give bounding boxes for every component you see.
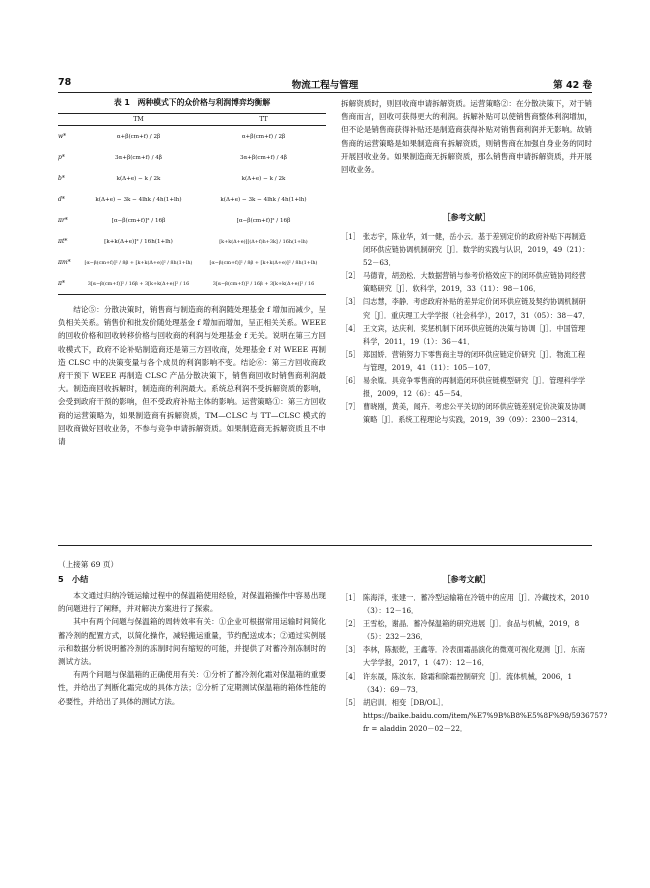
reference-item: ［3］ 李林，陈振乾，王鑫等．冷表面霜晶演化的微观可视化观测［J］．东南大学学报，2017，1（47）：12－16． bbox=[341, 645, 586, 668]
paragraph: 拆解资质时，则回收商申请拆解资质。运营策略②：在分散决策下，对于销售商而言，回收可获得更大的利润。拆解补贴可以使销售商整体利润增加，但不论是销售商获得补贴还是制造商获得补贴对销售商利润并无影响。故销售商的运营策略是如果制造商有拆解资质，则销售商在加强自身业务的同时开展回收业务。如果制造商无拆解资质，那么销售商申请拆解资质，并开展回收业务。 bbox=[341, 99, 592, 175]
table-row bbox=[58, 126, 326, 148]
summary-text bbox=[58, 589, 326, 708]
row-label: w* bbox=[58, 133, 67, 140]
cell-tm: [α−β(cm+f)]² / 8β + [k+k(Δ+e)]² / 8h(1+lh) bbox=[84, 259, 193, 266]
paragraph: 结论⑤：分散决策时，销售商与制造商的利润随处理基金 f 增加而减少，呈负相关关系。销售价和批发价随处理基金 f 增加而增加，呈正相关关系。WEEE 的回收价格和回收转移价格与回收商的利润与处理基金 f 无关。说明在第三方回收模式下，政府不论补贴制造商还是第三方回收商，处理基金 f 对 WEEE 再制造 CLSC 中的决策变量与各个成员的利润影响不变。结论⑥：第三方回收商政府干预下 WEEE 再制造 CLSC 产品分散决策下，销售商回收时销售商利润最大。制造商回收拆解时，制造商的利润最大。系统总利润不受拆解资质的影响，会受到政府干预的影响，但不受政府补贴主体的影响。运营策略①：第三方回收商的运营策略为，如果制造商有拆解资质，TM—CLSC 与 TT—CLSC 模式的回收商做好回收业务，不参与竞争申请拆解资质。如果制造商无拆解资质且不申请 bbox=[58, 305, 326, 447]
row-label: πt* bbox=[58, 238, 68, 245]
reference-item: ［1］ 陈海洋，张建一．蓄冷型运输箱在冷链中的应用［J］．冷藏技术，2010（3）：12－16． bbox=[341, 593, 590, 616]
section-title: 5 小结 bbox=[58, 574, 89, 584]
row-label: d* bbox=[58, 196, 65, 203]
cell-tm: k(Δ+e) − 3k − 4lhk / 4h(1+lh) bbox=[95, 196, 182, 203]
table-row bbox=[58, 273, 326, 295]
table-row bbox=[58, 210, 326, 231]
row-label: πm* bbox=[58, 259, 71, 266]
section-divider bbox=[58, 545, 592, 546]
row-label: πr* bbox=[58, 217, 68, 224]
cell-tt: k(Δ+e) − 3k − 4lhk / 4h(1+lh) bbox=[220, 196, 307, 203]
cell-tt: [α−β(cm+f)]² / 8β + [k+k(Δ+e)]² / 8h(1+lh) bbox=[209, 259, 318, 266]
right-column-text bbox=[341, 97, 592, 176]
table-row bbox=[58, 147, 326, 168]
left-column-text bbox=[58, 303, 326, 448]
column-header-tm: TM bbox=[76, 114, 201, 126]
row-label: b* bbox=[58, 175, 65, 182]
cell-tt: [k+k(Δ+e)][(Δ+f)h+3k] / 16h(1+lh) bbox=[219, 238, 308, 245]
cell-tt: α+β(cm+f) / 2β bbox=[241, 133, 286, 140]
reference-list bbox=[341, 591, 608, 735]
equilibrium-table bbox=[58, 113, 326, 295]
table-row bbox=[58, 252, 326, 273]
reference-item: ［6］ 易余胤．具竞争零售商的再制造闭环供应链模型研究［J］．管理科学学报，2009，12（6）：45－54． bbox=[341, 376, 586, 399]
references-heading: ［参考文献］ bbox=[442, 212, 491, 222]
cell-tm: 3α+β(cm+f) / 4β bbox=[114, 154, 163, 161]
paragraph: 其中有两个问题与保温箱的周转效率有关：①企业可根据常用运输时间简化蓄冷剂的配置方式，以简化操作，减轻搬运重量，节约配送成本；②通过实例展示和数据分析说明蓄冷剂的冻制时间有缩短的可能，并提供了对蓄冷剂冻制时的测试方法。 bbox=[58, 617, 326, 667]
reference-item: ［7］ 曹晓刚，黄美，闻卉．考虑公平关切的闭环供应链差别定价决策及协调策略［J］．系统工程理论与实践，2019，39（09）：2300－2314． bbox=[341, 402, 586, 425]
cell-tt: [α−β(cm+f)]² / 16β bbox=[236, 217, 291, 224]
table-row bbox=[58, 189, 326, 210]
table-caption: 表 1 两种模式下的众价格与利润博弈均衡解 bbox=[113, 98, 271, 107]
reference-item: ［5］ 郑国娇．营销努力下零售商主导的闭环供应链定价研究［J］．物流工程与管理，2019，41（11）：105－107． bbox=[341, 349, 586, 372]
cell-tm: k(Δ+e) − k / 2k bbox=[116, 175, 161, 182]
page-number: 78 bbox=[58, 77, 72, 88]
cell-tm: [α−β(cm+f)]² / 16β bbox=[111, 217, 166, 224]
column-header-tt: TT bbox=[201, 114, 326, 126]
header-rule bbox=[58, 92, 592, 93]
cell-tm: α+β(cm+f) / 2β bbox=[116, 133, 161, 140]
cell-tt: 3[α−β(cm+f)]² / 16β + 3[k+k(Δ+e)]² / 16 bbox=[201, 273, 326, 295]
table-row bbox=[58, 168, 326, 189]
reference-item: ［2］ 王雪松，谢晶．蓄冷保温箱的研究进展［J］．食品与机械，2019，8（5）：232－236． bbox=[341, 619, 580, 642]
row-label: π* bbox=[58, 273, 76, 295]
cell-tt: 3α+β(cm+f) / 4β bbox=[239, 154, 288, 161]
cell-tt: k(Δ+e) − k / 2k bbox=[241, 175, 286, 182]
reference-item: ［4］ 王文宾，达庆利．奖惩机制下闭环供应链的决策与协调［J］．中国管理科学，2011，19（1）：36－41． bbox=[341, 323, 586, 346]
table-corner bbox=[58, 114, 76, 126]
cell-tm: [k+k(Δ+e)]² / 16h(1+lh) bbox=[104, 238, 173, 245]
cell-tm: 3[α−β(cm+f)]² / 16β + 3[k+k(Δ+e)]² / 16 bbox=[76, 273, 201, 295]
references-heading: ［参考文献］ bbox=[442, 574, 491, 584]
running-header bbox=[58, 77, 592, 91]
volume-label: 第 42 卷 bbox=[553, 80, 592, 91]
table-row bbox=[58, 231, 326, 252]
reference-item: ［2］ 马德青，胡劲松．大数据营销与参考价格效应下的闭环供应链协同经营策略研究［J］．软科学，2019，33（11）：98－106． bbox=[341, 271, 586, 294]
reference-item: ［3］ 闫志慧，李静．考虑政府补贴的差异定价闭环供应链及契约协调机制研究［J］．重庆理工大学学报（社会科学），2017，31（05）：38－47． bbox=[341, 297, 590, 320]
row-label: p* bbox=[58, 154, 65, 161]
reference-item: ［5］ 胡启训．相变［DB/OL］．https://baike.baidu.com/item/%E7%9B%B8%E5%8F%98/5936757? fr = aladdin 2020－02－22． bbox=[341, 697, 608, 733]
reference-item: ［4］ 许东晟，陈汝东．除霜和除霜控制研究［J］．流体机械，2006，1（34）：69－73． bbox=[341, 671, 573, 694]
journal-title: 物流工程与管理 bbox=[291, 80, 359, 91]
paragraph: 有两个问题与保温箱的正确使用有关：①分析了蓄冷剂化霜对保温箱的重要性，并给出了判断化霜完成的具体方法；②分析了定期测试保温箱的箱体性能的必要性，并给出了具体的测试方法。 bbox=[58, 670, 326, 706]
reference-list bbox=[341, 230, 592, 426]
reference-item: ［1］ 张志宇，陈业华，刘一健，岳小云．基于差别定价的政府补贴下再制造闭环供应链协调机制研究［J］．数学的实践与认识，2019，49（21）：52－63． bbox=[341, 232, 590, 268]
paragraph: 本文通过归纳冷链运输过程中的保温箱使用经验，对保温箱操作中容易出现的问题进行了阐释，并对解决方案进行了探索。 bbox=[58, 591, 326, 614]
continued-note: （上接第 69 页） bbox=[58, 560, 119, 569]
